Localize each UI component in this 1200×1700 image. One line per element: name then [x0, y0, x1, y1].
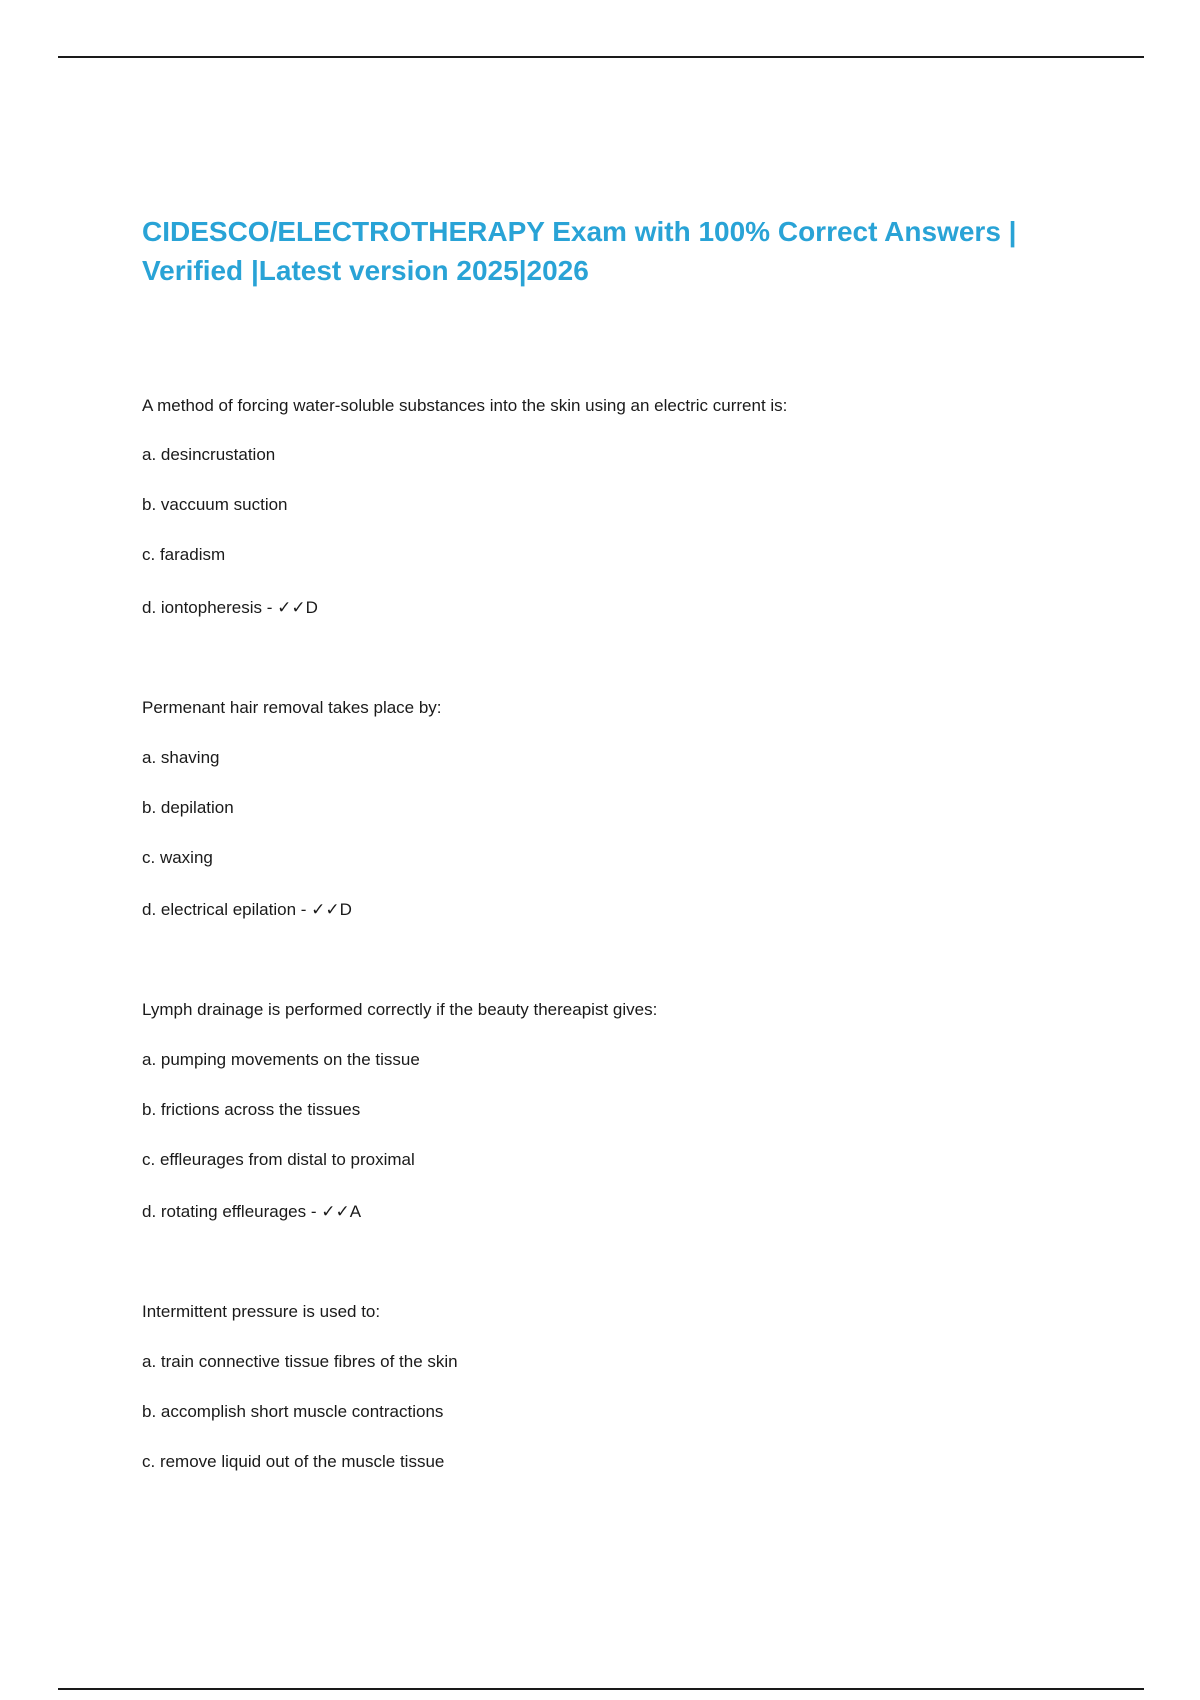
question-4-option-b: b. accomplish short muscle contractions	[142, 1402, 444, 1421]
question-1-option-b: b. vaccuum suction	[142, 495, 288, 514]
footer-rule	[58, 1688, 1144, 1690]
question-2-option-d-answer: d. electrical epilation - ✓✓D	[142, 900, 352, 919]
question-2-option-c: c. waxing	[142, 848, 213, 867]
question-1-option-a: a. desincrustation	[142, 445, 276, 464]
question-3-option-d-answer: d. rotating effleurages - ✓✓A	[142, 1202, 362, 1221]
question-2-text: Permenant hair removal takes place by:	[142, 698, 442, 717]
question-1-option-d-answer: d. iontopheresis - ✓✓D	[142, 598, 318, 617]
question-1-option-c: c. faradism	[142, 545, 226, 564]
question-3-option-b: b. frictions across the tissues	[142, 1100, 361, 1119]
page-title-line-1: CIDESCO/ELECTROTHERAPY Exam with 100% Correct Answers |	[142, 216, 1017, 247]
page-title	[142, 212, 1022, 290]
page-title-line-2: Verified |Latest version 2025|2026	[142, 255, 589, 286]
question-2-option-b: b. depilation	[142, 798, 234, 817]
question-4-text: Intermittent pressure is used to:	[142, 1302, 381, 1321]
question-3-option-a: a. pumping movements on the tissue	[142, 1050, 420, 1069]
question-3-text: Lymph drainage is performed correctly if the beauty thereapist gives:	[142, 1000, 658, 1019]
question-1-text: A method of forcing water-soluble substances into the skin using an electric current is:	[142, 396, 788, 415]
header-rule	[58, 56, 1144, 58]
question-4-option-a: a. train connective tissue fibres of the skin	[142, 1352, 458, 1371]
question-3-option-c: c. effleurages from distal to proximal	[142, 1150, 415, 1169]
question-4-option-c: c. remove liquid out of the muscle tissue	[142, 1452, 445, 1471]
question-2-option-a: a. shaving	[142, 748, 220, 767]
